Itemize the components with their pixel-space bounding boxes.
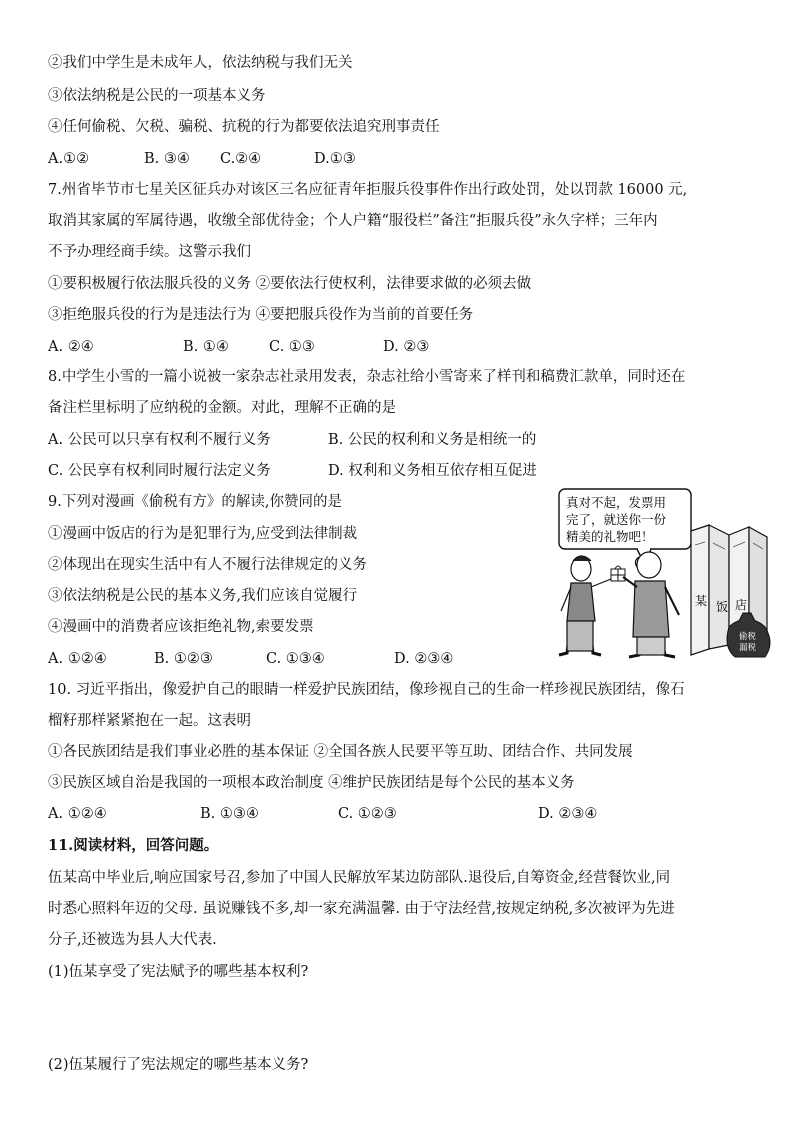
q7-option-d: D. ②③: [383, 339, 430, 355]
q6-item-2: ②我们中学生是未成年人，依法纳税与我们无关: [48, 55, 353, 71]
q9-item-3: ③依法纳税是公民的基本义务,我们应该自觉履行: [48, 588, 358, 604]
q10-items-line-2: ③民族区域自治是我国的一项根本政治制度 ④维护民族团结是每个公民的基本义务: [48, 775, 575, 791]
q10-option-d: D. ②③④: [538, 806, 598, 822]
q7-option-a: A. ②④: [48, 339, 94, 355]
q6-option-b: B. ③④: [144, 151, 190, 167]
speech-line-1: 真对不起，发票用: [566, 495, 667, 510]
q6-option-c: C.②④: [220, 151, 262, 167]
q10-options: [48, 804, 597, 824]
q10-stem-line-1: 10. 习近平指出，像爱护自己的眼睛一样爱护民族团结，像珍视自己的生命一样珍视民族团结，像石: [48, 682, 685, 698]
q10-option-a: A. ①②④: [48, 806, 107, 822]
q8-option-d: D. 权利和义务相互依存相互促进: [328, 463, 537, 479]
q9-option-a: A. ①②④: [48, 651, 107, 667]
q9-option-d: D. ②③④: [394, 651, 454, 667]
q9-option-b: B. ①②③: [154, 651, 213, 667]
q11-material-line-1: 伍某高中毕业后,响应国家号召,参加了中国人民解放军某边防部队.退役后,自筹资金,经营餐饮业,同: [48, 870, 671, 886]
q11-subquestion-2: (2)伍某履行了宪法规定的哪些基本义务?: [48, 1057, 309, 1073]
q7-option-b: B. ①④: [183, 339, 229, 355]
shop-sign-char-2: 饭: [716, 600, 729, 614]
q8-stem-line-2: 备注栏里标明了应纳税的金额。对此，理解不正确的是: [48, 400, 396, 416]
q6-item-4: ④任何偷税、欠税、骗税、抗税的行为都要依法追究刑事责任: [48, 119, 440, 135]
shop-owner-figure: [623, 552, 679, 657]
q9-item-2: ②体现出在现实生活中有人不履行法律规定的义务: [48, 557, 367, 573]
q10-stem-line-2: 榴籽那样紧紧抱在一起。这表明: [48, 713, 251, 729]
q8-stem-line-1: 8.中学生小雪的一篇小说被一家杂志社录用发表，杂志社给小雪寄来了样刊和稿费汇款单，同时还在: [48, 369, 686, 385]
q8-option-b: B. 公民的权利和义务是相统一的: [328, 432, 537, 448]
q9-item-1: ①漫画中饭店的行为是犯罪行为,应受到法律制裁: [48, 526, 358, 542]
q6-option-d: D.①③: [314, 151, 356, 167]
q11-material-line-3: 分子,还被选为县人大代表.: [48, 932, 217, 948]
q11-heading: 11.阅读材料，回答问题。: [48, 837, 219, 854]
gift-box-icon: [611, 566, 625, 581]
tax-evasion-cartoon: [553, 487, 775, 663]
q7-options: [48, 337, 429, 357]
q7-items-line-2: ③拒绝服兵役的行为是违法行为 ④要把服兵役作为当前的首要任务: [48, 307, 474, 323]
q6-item-3: ③依法纳税是公民的一项基本义务: [48, 88, 266, 104]
q8-options-row-1: [48, 430, 536, 450]
q7-stem-line-2: 取消其家属的军属待遇，收缴全部优待金；个人户籍“服役栏”备注“拒服兵役”永久字样；三年内: [48, 213, 658, 229]
q8-option-c: C. 公民享有权利同时履行法定义务: [48, 463, 271, 479]
customer-figure: [559, 556, 611, 655]
q9-option-c: C. ①③④: [266, 651, 325, 667]
bag-label-line-1: 偷税: [739, 632, 757, 642]
q9-item-4: ④漫画中的消费者应该拒绝礼物,索要发票: [48, 619, 314, 635]
q8-option-a: A. 公民可以只享有权利不履行义务: [48, 432, 271, 448]
q8-options-row-2: [48, 461, 537, 481]
q6-options: [48, 149, 356, 169]
q6-option-a: A.①②: [48, 151, 90, 167]
speech-line-2: 完了，就送你一份: [566, 512, 667, 527]
q10-option-b: B. ①③④: [200, 806, 259, 822]
q9-stem: 9.下列对漫画《偷税有方》的解读,你赞同的是: [48, 494, 342, 510]
bag-label-line-2: 漏税: [739, 643, 757, 653]
q9-options: [48, 649, 453, 669]
q11-material-line-2: 时悉心照料年迈的父母. 虽说赚钱不多,却一家充满温馨. 由于守法经营,按规定纳税,多次被评为先进: [48, 901, 675, 917]
q7-stem-line-3: 不予办理经商手续。这警示我们: [48, 244, 251, 260]
q10-items-line-1: ①各民族团结是我们事业必胜的基本保证 ②全国各族人民要平等互助、团结合作、共同发展: [48, 744, 633, 760]
q10-option-c: C. ①②③: [338, 806, 397, 822]
speech-line-3: 精美的礼物吧！: [566, 529, 654, 544]
q7-items-line-1: ①要积极履行依法服兵役的义务 ②要依法行使权利，法律要求做的必须去做: [48, 276, 532, 292]
q7-stem-line-1: 7.州省毕节市七星关区征兵办对该区三名应征青年拒服兵役事件作出行政处罚，处以罚款 16000 元,: [48, 182, 688, 198]
q7-option-c: C. ①③: [269, 339, 315, 355]
shop-sign-char-3: 店: [735, 598, 748, 612]
shop-sign-char-1: 某: [695, 594, 708, 608]
q11-subquestion-1: (1)伍某享受了宪法赋予的哪些基本权利?: [48, 964, 309, 980]
